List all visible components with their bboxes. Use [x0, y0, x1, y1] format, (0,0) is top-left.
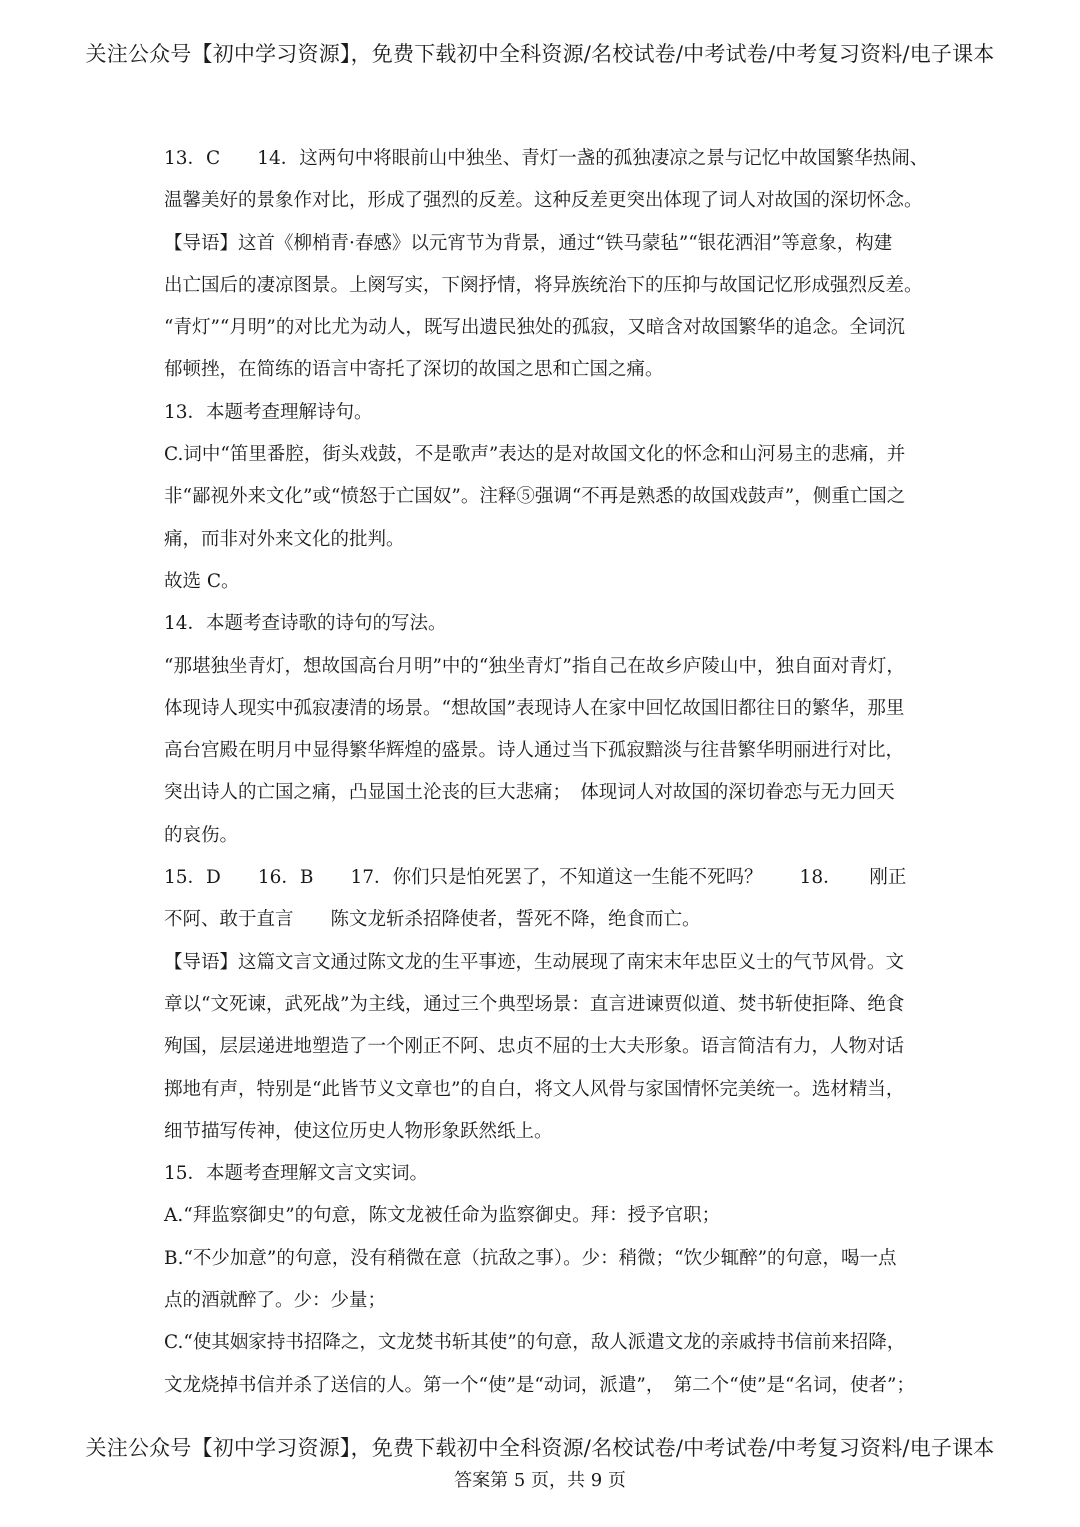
text-line: A.“拜监察御史”的句意，陈文龙被任命为监察御史。拜：授予官职； [164, 1205, 721, 1227]
text-line: C.词中“笛里番腔，街头戏鼓，不是歌声”表达的是对故国文化的怀念和山河易主的悲痛，并 [164, 444, 906, 466]
text-line: 【导语】这首《柳梢青·春感》以元宵节为背景，通过“铁马蒙毡”“银花洒泪”等意象，构建 [164, 232, 893, 254]
text-line: 出亡国后的凄凉图景。上阕写实，下阕抒情，将异族统治下的压抑与故国记忆形成强烈反差。 [164, 274, 923, 296]
text-line: 痛，而非对外来文化的批判。 [164, 528, 405, 550]
text-line: 掷地有声，特别是“此皆节义文章也”的自白，将文人风骨与家国情怀完美统一。选材精当， [164, 1078, 905, 1100]
text-line: 的哀伤。 [164, 824, 239, 846]
text-line: 点的酒就醉了。少：少量； [164, 1290, 387, 1312]
text-line: B.“不少加意”的句意，没有稍微在意（抗敌之事）。少：稍微；“饮少辄醉”的句意，喝一点 [164, 1247, 897, 1269]
text-line: 14．本题考查诗歌的诗句的写法。 [164, 613, 447, 635]
text-line: 殉国，层层递进地塑造了一个刚正不阿、忠贞不屈的士大夫形象。语言简洁有力，人物对话 [164, 1036, 905, 1058]
text-line: 章以“文死谏，武死战”为主线，通过三个典型场景：直言进谏贾似道、焚书斩使拒降、绝食 [164, 993, 905, 1015]
text-line: 13．本题考查理解诗句。 [164, 401, 373, 423]
top-banner: 关注公众号【初中学习资源】，免费下载初中全科资源/名校试卷/中考试卷/中考复习资料/电子课本 [85, 42, 995, 66]
text-line: 文龙烧掉书信并杀了送信的人。第一个“使”是“动词，派遣”， 第二个“使”是“名词，使者”； [164, 1374, 915, 1396]
text-line: 高台宫殿在明月中显得繁华辉煌的盛景。诗人通过当下孤寂黯淡与往昔繁华明丽进行对比， [164, 740, 905, 762]
text-line: “青灯”“月明”的对比尤为动人，既写出遗民独处的孤寂，又暗含对故国繁华的追念。全词沉 [164, 317, 905, 339]
bottom-banner: 关注公众号【初中学习资源】，免费下载初中全科资源/名校试卷/中考试卷/中考复习资料/电子课本 [85, 1436, 995, 1460]
text-line: 13．C 14．这两句中将眼前山中独坐、青灯一盏的孤独凄凉之景与记忆中故国繁华热闹、 [164, 148, 929, 169]
text-line: 15．本题考查理解文言文实词。 [164, 1163, 429, 1185]
text-line: 体现诗人现实中孤寂凄清的场景。“想故国”表现诗人在家中回忆故国旧都往日的繁华，那里 [164, 697, 905, 719]
text-line: 不阿、敢于直言 陈文龙斩杀招降使者，誓死不降，绝食而亡。 [164, 909, 701, 931]
text-line: 细节描写传神，使这位历史人物形象跃然纸上。 [164, 1120, 553, 1142]
page-number: 答案第 5 页，共 9 页 [454, 1470, 626, 1491]
text-line: 故选 C。 [164, 570, 240, 592]
text-line: 突出诗人的亡国之痛，凸显国土沦丧的巨大悲痛； 体现词人对故国的深切眷恋与无力回天 [164, 782, 895, 804]
text-line: 郁顿挫，在简练的语言中寄托了深切的故国之思和亡国之痛。 [164, 359, 664, 381]
text-line: 温馨美好的景象作对比，形成了强烈的反差。这种反差更突出体现了词人对故国的深切怀念。 [164, 190, 923, 212]
text-line: 非“鄙视外来文化”或“愤怒于亡国奴”。注释⑤强调“不再是熟悉的故国戏鼓声”，侧重亡国之 [164, 486, 906, 508]
text-line: C.“使其姻家持书招降之，文龙焚书斩其使”的句意，敌人派遣文龙的亲戚持书信前来招降， [164, 1332, 906, 1354]
text-line: 15．D 16．B 17．你们只是怕死罢了，不知道这一生能不死吗？ 18． 刚正 [164, 867, 907, 889]
text-line: 【导语】这篇文言文通过陈文龙的生平事迹，生动展现了南宋末年忠臣义士的气节风骨。文 [164, 951, 905, 973]
text-line: “那堪独坐青灯，想故国高台月明”中的“独坐青灯”指自己在故乡庐陵山中，独自面对青灯， [164, 655, 905, 677]
answer-body [164, 138, 944, 1407]
